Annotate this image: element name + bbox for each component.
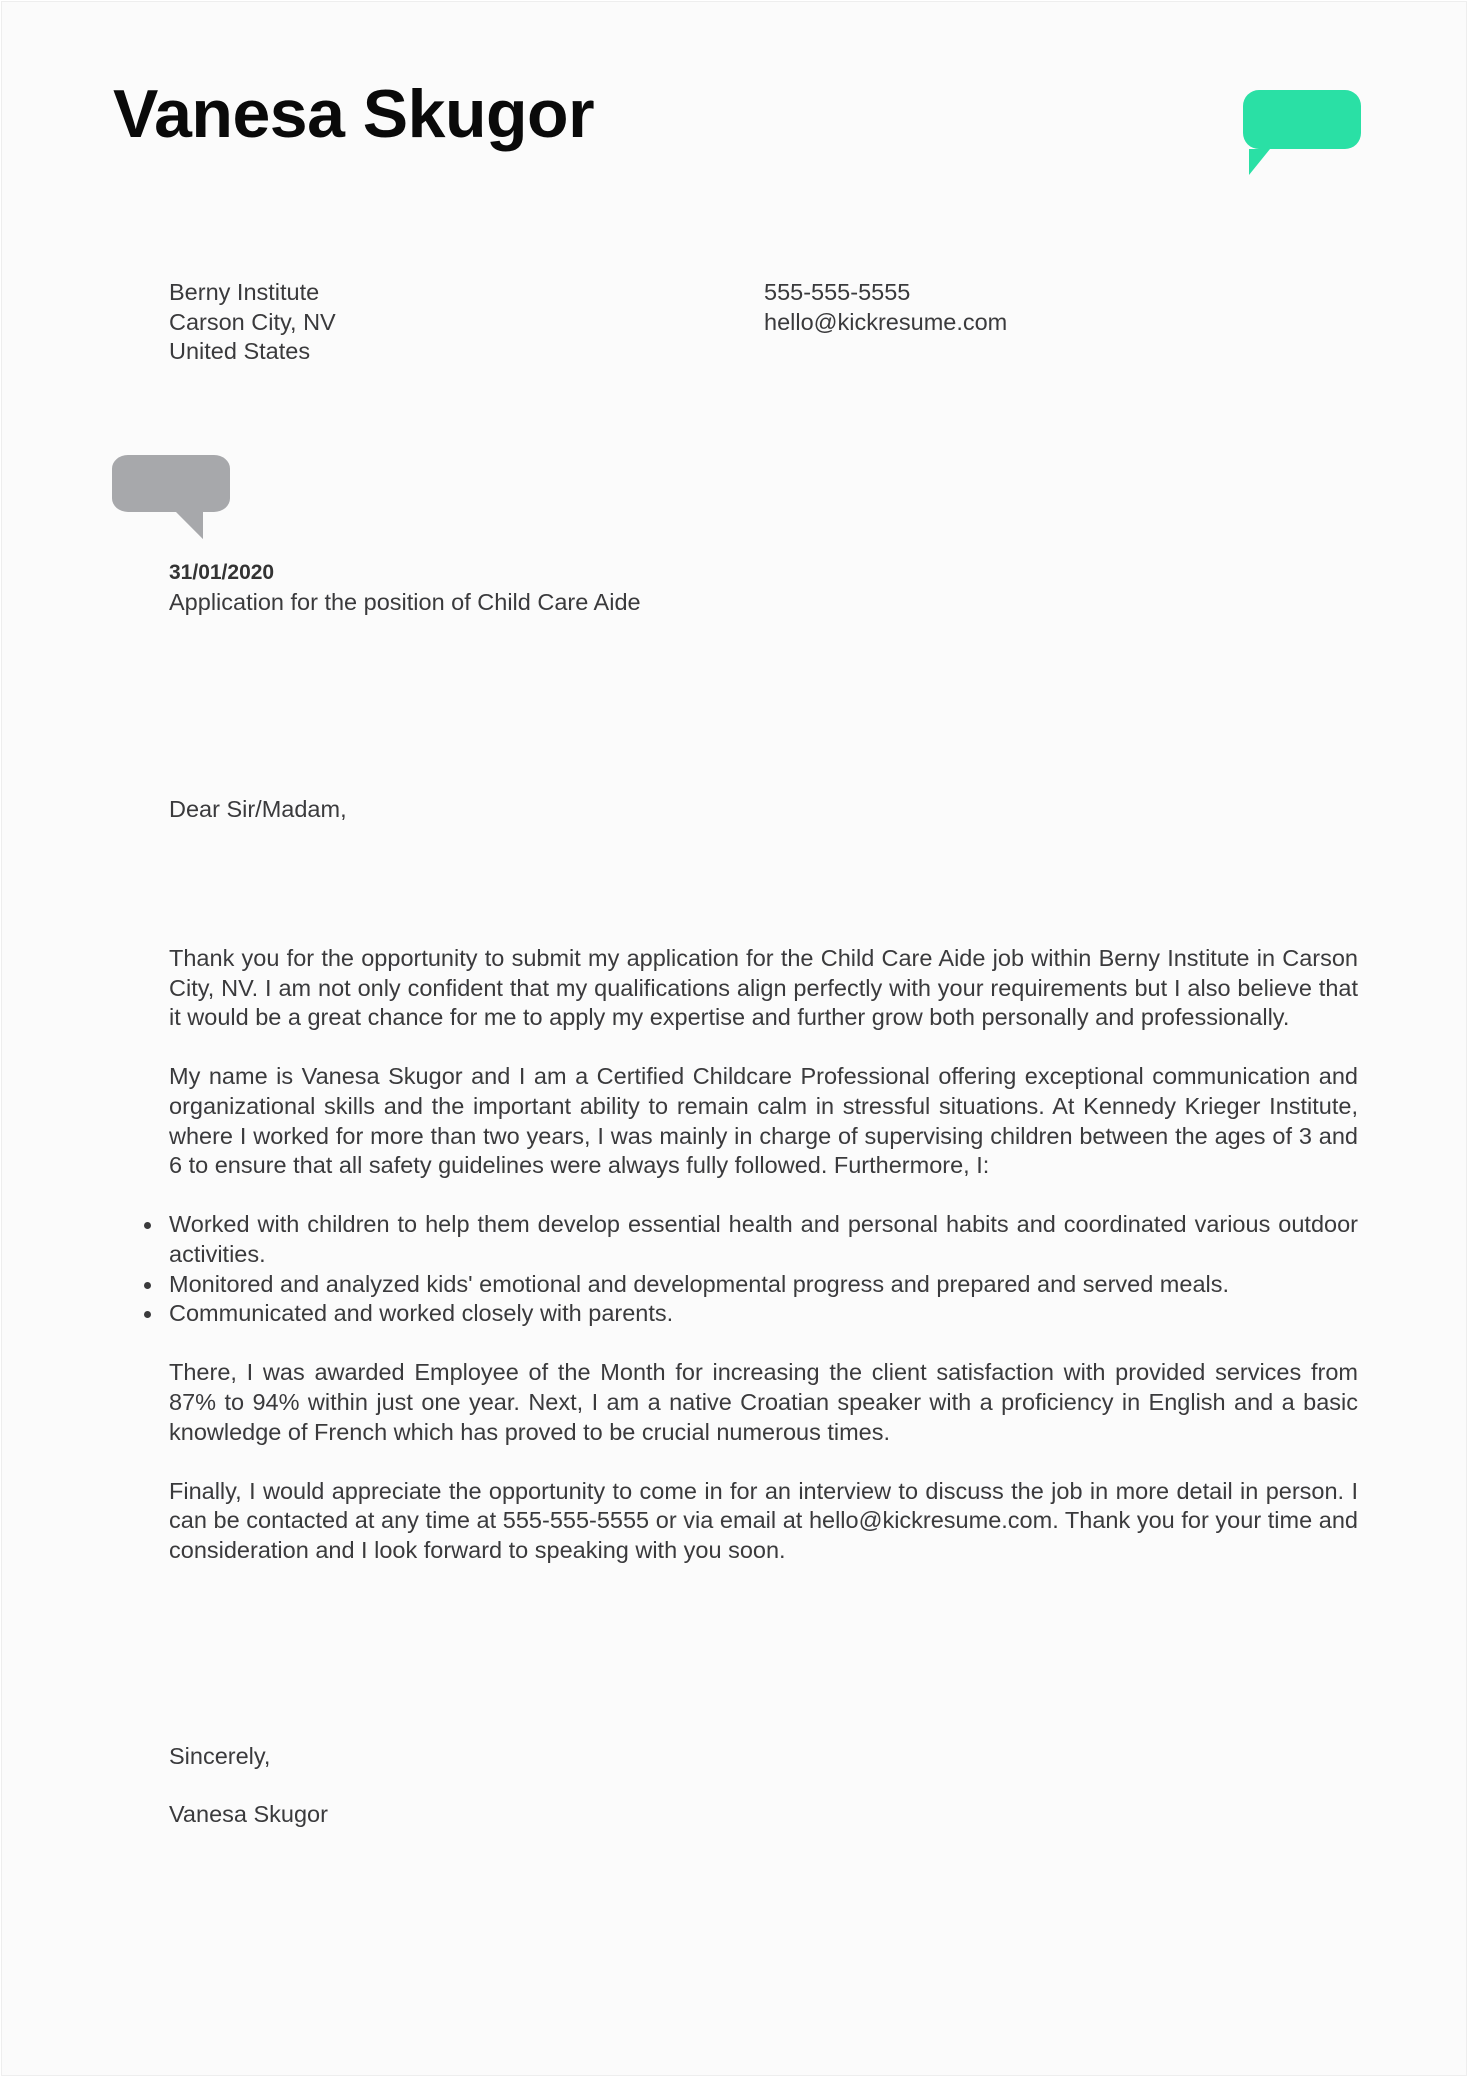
recipient-country: United States: [169, 338, 311, 365]
recipient-organization: Berny Institute: [169, 279, 320, 305]
list-item: Communicated and worked closely with parents.: [169, 1299, 1358, 1329]
letter-date: 31/01/2020: [169, 561, 275, 584]
applicant-name-heading: Vanesa Skugor: [113, 76, 595, 152]
letter-subject: Application for the position of Child Care Aide: [169, 589, 641, 615]
contact-email: hello@kickresume.com: [764, 308, 1008, 335]
body-paragraph: Thank you for the opportunity to submit my application for the Child Care Aide job within Berny Institute in Carson City, NV. I am not only confident that my qualifications align perfectly with your requirements but I also believe that it would be a great chance for me to apply my expertise and further grow both personally and professionally.: [169, 945, 1358, 1031]
speech-bubble-icon: [112, 455, 230, 541]
list-item: Monitored and analyzed kids' emotional and developmental progress and prepared and served meals.: [169, 1270, 1358, 1300]
letter-body: [169, 944, 1358, 1595]
letter-page: [1, 1, 1467, 2076]
body-paragraph: Finally, I would appreciate the opportunity to come in for an interview to discuss the job in more detail in person. I can be contacted at any time at 555-555-5555 or via email at hello@kickresume.com. Thank you for your time and consideration and I look forward to speaking with you soon.: [169, 1477, 1358, 1563]
contact-info: [764, 278, 1007, 337]
contact-phone: 555-555-5555: [764, 279, 911, 305]
speech-bubble-icon: [1243, 90, 1361, 176]
achievements-list: [169, 1210, 1358, 1328]
recipient-address: [169, 278, 336, 367]
letter-signature: Vanesa Skugor: [169, 1801, 328, 1827]
body-paragraph: My name is Vanesa Skugor and I am a Certified Childcare Professional offering exceptional communication and organizational skills and the important ability to remain calm in stressful situations. At Kennedy Krieger Institute, where I worked for more than two years, I was mainly in charge of supervising children between the ages of 3 and 6 to ensure that all safety guidelines were always fully followed. Furthermore, I:: [169, 1063, 1358, 1179]
recipient-city: Carson City, NV: [169, 308, 336, 335]
letter-greeting: Dear Sir/Madam,: [169, 796, 347, 822]
letter-closing: Sincerely,: [169, 1743, 271, 1769]
body-paragraph: There, I was awarded Employee of the Month for increasing the client satisfaction with provided services from 87% to 94% within just one year. Next, I am a native Croatian speaker with a proficiency in English and a basic knowledge of French which has proved to be crucial numerous times.: [169, 1359, 1358, 1445]
list-item: Worked with children to help them develop essential health and personal habits and coordinated various outdoor activities.: [169, 1210, 1358, 1269]
